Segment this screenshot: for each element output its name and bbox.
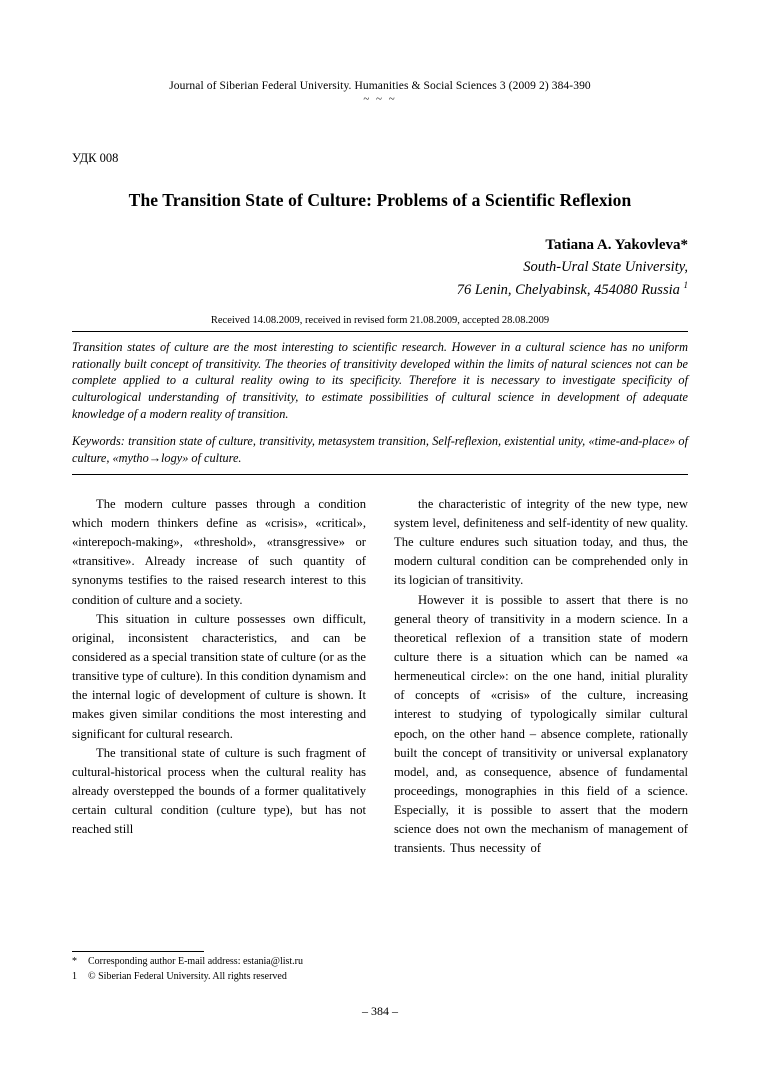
affiliation-address-text: 76 Lenin, Chelyabinsk, 454080 Russia — [456, 281, 680, 298]
right-column — [394, 495, 688, 859]
body-columns — [72, 495, 688, 859]
page-content — [72, 0, 688, 859]
footnotes — [72, 951, 366, 984]
page-title: The Transition State of Culture: Problems of a Scientific Reflexion — [128, 190, 632, 210]
paragraph: The transitional state of culture is such fragment of cultural-historical process when the cultural reality has already overstepped the bounds of a former qualitatively certain cultural condition (culture type), but has not reached still — [72, 745, 366, 837]
running-head: Journal of Siberian Federal University. Humanities & Social Sciences 3 (2009 2) 384-390 — [169, 80, 591, 92]
keywords-text: Keywords: transition state of culture, transitivity, metasystem transition, Self-reflexion, existential unity, «time-and-place» of culture, «mytho→logy» of culture. — [72, 434, 688, 466]
paragraph: However it is possible to assert that there is no general theory of transitivity in a modern science. In a theoretical reflexion of a transition state of modern culture there is a situation which can be named «a hermeneutical circle»: on the one hand, initial plurality of concepts of «crisis» of the culture, increasing interest to studying of typologically similar cultural epoch, on the other hand – absence complete, rationally built the concept of transitivity or universal explanatory model, and, as consequence, absence of fundamental proceedings, monographies in this field of a science. Especially, it is possible to assert that the modern science does not own the mechanism of management of transients. Thus necessity of — [394, 592, 688, 856]
abstract-top-rule — [72, 331, 688, 332]
footnote-text: © Siberian Federal University. All rights reserved — [88, 970, 287, 982]
footnote-item — [72, 955, 366, 970]
page-number: – 384 – — [362, 1004, 398, 1018]
author-name: Tatiana A. Yakovleva* — [545, 237, 688, 253]
footnote-marker: 1 — [72, 970, 77, 982]
left-column — [72, 495, 366, 859]
affiliation-institution: South-Ural State University, — [523, 259, 688, 275]
footnote-separator-rule — [72, 951, 204, 952]
paragraph: The modern culture passes through a condition which modern thinkers define as «crisis», «critical», «interepoch-making», «threshold», «transgressive» or «transitive». Already increase of such quantity of synonyms testifies to the raised research interest to this condition of culture and a society. — [72, 496, 366, 607]
affiliation-footnote-marker: 1 — [683, 280, 688, 290]
paragraph: the characteristic of integrity of the new type, new system level, definiteness and self-identity of new quality. The culture endures such situation today, and thus, the modern cultural condition can be comprehended only in its logician of transitivity. — [394, 496, 688, 588]
footnote-item — [72, 970, 366, 985]
abstract-text: Transition states of culture are the most interesting to scientific research. However in a cultural science has no uniform rationally built concept of transitivity. The theories of transitivity developed within the limits of natural sciences not can be complete applied to a cultural reality owing to its specificity. Therefore it is necessary to investigate specificity of culturological understanding of transitivity, to estimate possibilities of cultural science in development of adequate knowledge of a modern reality of transition. — [72, 339, 688, 421]
affiliation-address — [72, 280, 688, 299]
footnote-text: Corresponding author E-mail address: estania@list.ru — [88, 956, 303, 967]
footnote-marker: * — [72, 956, 77, 967]
paragraph: This situation in culture possesses own difficult, original, inconsistent characteristics, and can be considered as a special transition state of culture (or as the transitive type of culture). In this condition dynamism and the internal logic of development of culture is shown. It makes given similar conditions the most interesting and significant for cultural research. — [72, 611, 366, 741]
ornament-divider: ~ ~ ~ — [363, 93, 397, 105]
udk-code: УДК 008 — [72, 151, 119, 165]
received-dates: Received 14.08.2009, received in revised form 21.08.2009, accepted 28.08.2009 — [210, 314, 550, 326]
abstract-bottom-rule — [72, 474, 688, 475]
